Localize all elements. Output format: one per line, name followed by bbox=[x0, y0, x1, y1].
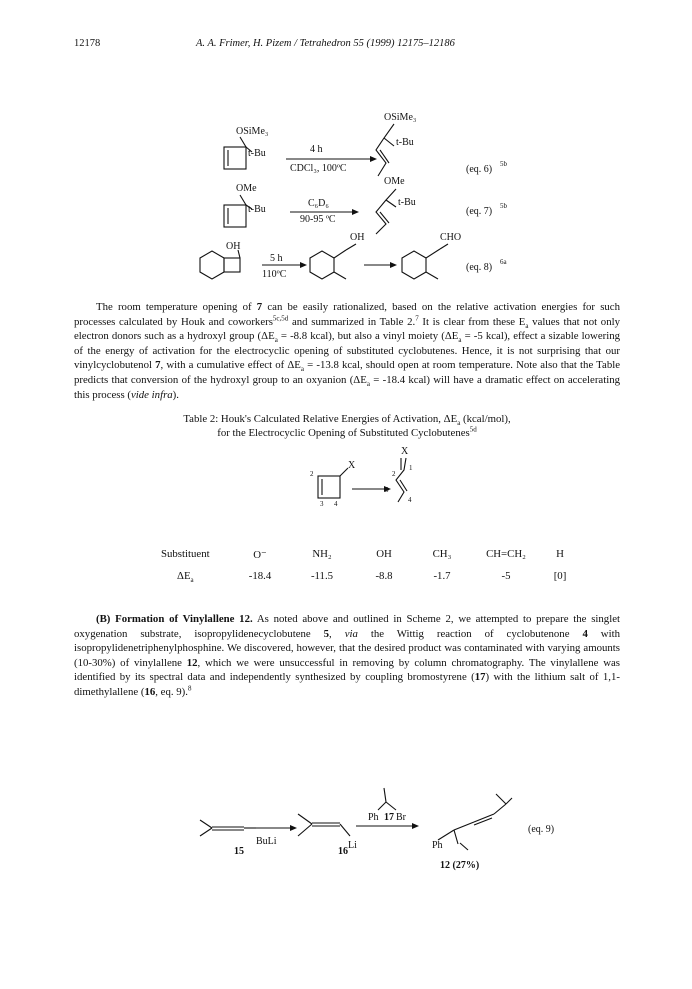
eq9-reagent-buli: BuLi bbox=[256, 836, 277, 847]
eq8-condition-bottom: 110ºC bbox=[262, 269, 287, 280]
table2-cell: O⁻ bbox=[253, 549, 267, 561]
eq9-compound-16: 16 bbox=[338, 846, 348, 857]
eq7-ref: 5b bbox=[500, 202, 507, 210]
equations-6-8-scheme bbox=[0, 0, 692, 300]
paragraph-activation-energies: The room temperature opening of 7 can be easily rationalized, based on the relative activation energies for such processes calculated by Houk and coworkers$^{5c,5d}$ and summarized in Table 2.$^7$ It is clear from these $E_a$ values that not only electron donors such as a hydroxyl group ($\Delta E_a = -8.8$ kcal), but also a vinyl moiety ($\Delta E_a = -5$ kcal), effect a sizable lowering of the energy of activation for the electrocyclic opening of substituted cyclobutenes. Hence, it is not surprising that our vinylcyclobutenol 7, with a cumulative effect of $\Delta E_a = -13.8$ kcal, should open at room temperature. Note also that the Table predicts that conversion of the hydroxyl group to an oxyanion ($\Delta E_a = -18.4$ kcal) will have a dramatic effect on accelerating this process (vide infra). bbox=[74, 301, 621, 401]
table2-num-2-right: 2 bbox=[392, 470, 396, 478]
table2-num-4-right: 4 bbox=[408, 496, 412, 504]
eq9-product-ph: Ph bbox=[432, 840, 443, 851]
eq7-product-group: OMe bbox=[384, 176, 405, 187]
eq6-reactant-sub: t-Bu bbox=[248, 148, 266, 159]
page-number: 12178 bbox=[74, 38, 101, 49]
table2-caption: Table 2: Houk's Calculated Relative Energies of Activation, $\Delta E_a$ (kcal/mol), for the Electrocyclic Opening of Substituted Cyclobutenes$^{5d}$ bbox=[183, 413, 511, 439]
table2-row-substituent bbox=[0, 548, 692, 564]
eq7-condition-bottom: 90-95 ºC bbox=[300, 214, 336, 225]
eq6-product-sub: t-Bu bbox=[396, 137, 414, 148]
table2-cell: -5 bbox=[501, 570, 511, 582]
eq9-li-label: Li bbox=[348, 840, 357, 851]
eq7-reactant-group: OMe bbox=[236, 183, 257, 194]
paragraph-vinylallene: (B) Formation of Vinylallene 12. As noted above and outlined in Scheme 2, we attempted to prepare the singlet oxygenation substrate, isopropylidenecyclobutene 5, via the Wittig reaction of cyclobutenone 4 with isopropylidenetriphenylphosphine. We discovered, however, that the desired product was contaminated with varying amounts (10-30%) of vinylallene 12, which we were unsuccessful in removing by column chromatography. The vinylallene was identified by its spectral data and independently synthesized by coupling bromostyrene (17) with the lithium salt of 1,1-dimethylallene (16, eq. 9).$^8$ bbox=[74, 613, 620, 698]
table2-scheme bbox=[0, 440, 692, 540]
eq6-label: (eq. 6) bbox=[466, 164, 493, 175]
table2-body bbox=[0, 548, 692, 588]
table2-row2-label-sub: a bbox=[190, 576, 194, 585]
eq6-ref: 5b bbox=[500, 160, 507, 168]
eq8-label: (eq. 8) bbox=[466, 262, 493, 273]
eq7-product-sub: t-Bu bbox=[398, 197, 416, 208]
table2-num-3: 3 bbox=[320, 500, 324, 508]
table2-cell: H bbox=[556, 548, 564, 560]
table2-cell: NH₂ bbox=[312, 548, 332, 560]
equation-9-scheme bbox=[0, 740, 692, 890]
table2-num-4: 4 bbox=[334, 500, 338, 508]
table2-num-2: 2 bbox=[310, 470, 314, 478]
eq9-compound-17: 17 bbox=[384, 812, 394, 823]
eq7-reactant-sub: t-Bu bbox=[248, 204, 266, 215]
table2-x-left: X bbox=[348, 460, 356, 471]
table2-cell: OH bbox=[376, 548, 392, 560]
running-title: A. A. Frimer, H. Pizem / Tetrahedron 55 (1999) 12175–12186 bbox=[196, 38, 455, 49]
table2-cell: -11.5 bbox=[310, 570, 334, 582]
eq6-condition-top: 4 h bbox=[310, 144, 323, 155]
table2-cell: -1.7 bbox=[433, 570, 451, 582]
eq7-condition-top: C₆D₆ bbox=[308, 198, 329, 209]
eq6-product-group: OSiMe₃ bbox=[384, 112, 417, 123]
eq9-label: (eq. 9) bbox=[528, 824, 555, 835]
eq7-cyclobutene-ring bbox=[224, 205, 246, 227]
table2-cell: -8.8 bbox=[375, 570, 393, 582]
table2-num-1: 1 bbox=[409, 464, 413, 472]
eq6-cyclobutene-ring bbox=[224, 147, 246, 169]
table2-num-3-right: 3 bbox=[385, 486, 389, 494]
table2-row-values bbox=[0, 570, 692, 586]
eq8-product-group: CHO bbox=[440, 232, 462, 243]
eq6-reactant-group: OSiMe₃ bbox=[236, 126, 269, 137]
eq7-label: (eq. 7) bbox=[466, 206, 493, 217]
table2-cell: [0] bbox=[553, 570, 567, 582]
table2-row1-label: Substituent bbox=[161, 548, 210, 560]
eq8-intermediate-group: OH bbox=[350, 232, 365, 243]
table2-x-right: X bbox=[401, 446, 409, 457]
eq9-br-label: Br bbox=[396, 812, 406, 823]
eq8-condition-top: 5 h bbox=[270, 253, 283, 264]
table2-cell: CH=CH₂ bbox=[486, 548, 526, 560]
eq6-condition-bottom: CDCl₃, 100ºC bbox=[290, 163, 347, 174]
eq8-benzene-ring bbox=[200, 251, 224, 279]
eq8-reactant-group: OH bbox=[226, 241, 241, 252]
eq9-compound-15: 15 bbox=[234, 846, 244, 857]
table2-row2-label: ΔE bbox=[177, 570, 191, 582]
eq8-ref: 6a bbox=[500, 258, 507, 266]
eq9-ph-label: Ph bbox=[368, 812, 379, 823]
table2-cell: CH₃ bbox=[432, 548, 452, 560]
table2-cell: -18.4 bbox=[248, 570, 272, 582]
eq9-product-label: 12 (27%) bbox=[440, 860, 480, 871]
